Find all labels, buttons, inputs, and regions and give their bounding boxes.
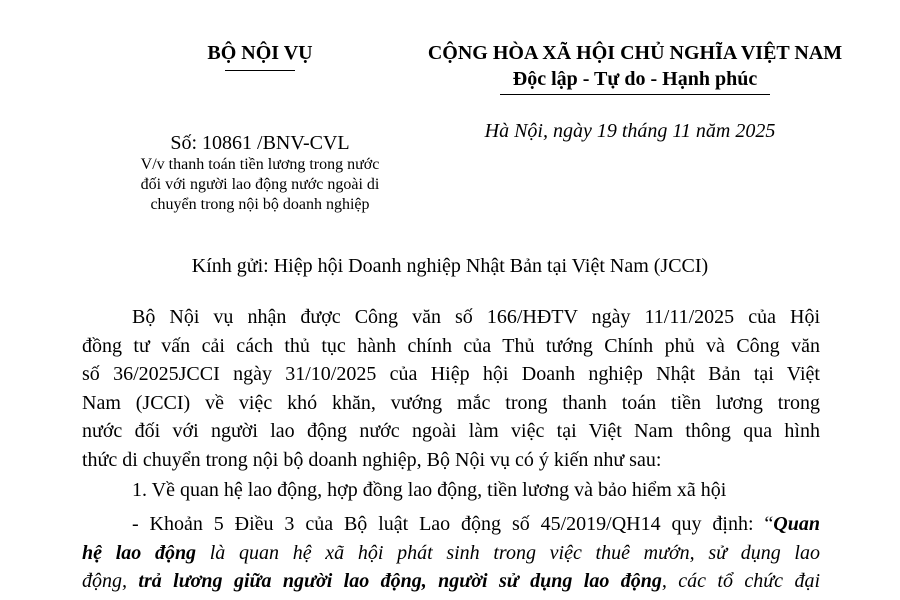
subject-line: chuyển trong nội bộ doanh nghiệp — [150, 196, 370, 213]
national-header-block — [410, 40, 860, 95]
clause-text: - Khoản 5 Điều 3 của Bộ luật Lao động số 45/2019/QH14 quy định: “ — [132, 513, 774, 535]
legal-clause-paragraph — [82, 510, 820, 596]
clause-text: là quan hệ xã hội phát sinh trong việc thuê mướn, sử dụng lao — [196, 541, 820, 564]
clause-emphasis: trả lương giữa người lao động, người sử dụng lao động — [138, 570, 662, 593]
document-number: Số: 10861 /BNV-CVL — [170, 132, 350, 154]
national-title: CỘNG HÒA XÃ HỘI CHỦ NGHĨA VIỆT NAM — [427, 42, 843, 64]
clause-line-3 — [82, 567, 820, 596]
clause-line-1 — [82, 510, 820, 539]
paragraph-line: Nam (JCCI) về việc khó khăn, vướng mắc trong thanh toán tiền lương trong — [82, 391, 820, 414]
agency-underline — [225, 70, 295, 71]
paragraph-line: Bộ Nội vụ nhận được Công văn số 166/HĐTV ngày 11/11/2025 của Hội — [132, 306, 820, 328]
clause-text: , các tổ chức đại — [661, 570, 821, 593]
paragraph-line: đồng tư vấn cải cách thủ tục hành chính của Thủ tướng Chính phủ và Công văn — [82, 334, 820, 357]
clause-emphasis: hệ lao động — [82, 541, 197, 564]
clause-emphasis: Quan — [773, 513, 820, 535]
subject-line: V/v thanh toán tiền lương trong nước — [140, 156, 380, 173]
clause-line-2 — [82, 539, 820, 568]
national-motto: Độc lập - Tự do - Hạnh phúc — [512, 68, 758, 90]
recipient-line: Kính gửi: Hiệp hội Doanh nghiệp Nhật Bản tại Việt Nam (JCCI) — [191, 255, 709, 277]
clause-text: động, — [82, 570, 139, 593]
paragraph-line: nước đối với người lao động nước ngoài làm việc tại Việt Nam thông qua hình — [82, 420, 820, 443]
paragraph-line: số 36/2025JCCI ngày 31/10/2025 của Hiệp hội Doanh nghiệp Nhật Bản tại Việt — [82, 363, 820, 386]
paragraph-line: thức di chuyển trong nội bộ doanh nghiệp, Bộ Nội vụ có ý kiến như sau: — [82, 448, 662, 471]
intro-paragraph — [82, 303, 820, 475]
subject-line: đối với người lao động nước ngoài di — [140, 176, 380, 193]
section-heading: 1. Về quan hệ lao động, hợp đồng lao động, tiền lương và bảo hiểm xã hội — [132, 479, 727, 501]
place-and-date: Hà Nội, ngày 19 tháng 11 năm 2025 — [484, 120, 776, 142]
issuing-agency: BỘ NỘI VỤ — [207, 42, 313, 64]
motto-underline — [500, 94, 770, 95]
issuing-agency-block — [110, 40, 410, 71]
document-subject — [110, 155, 410, 215]
